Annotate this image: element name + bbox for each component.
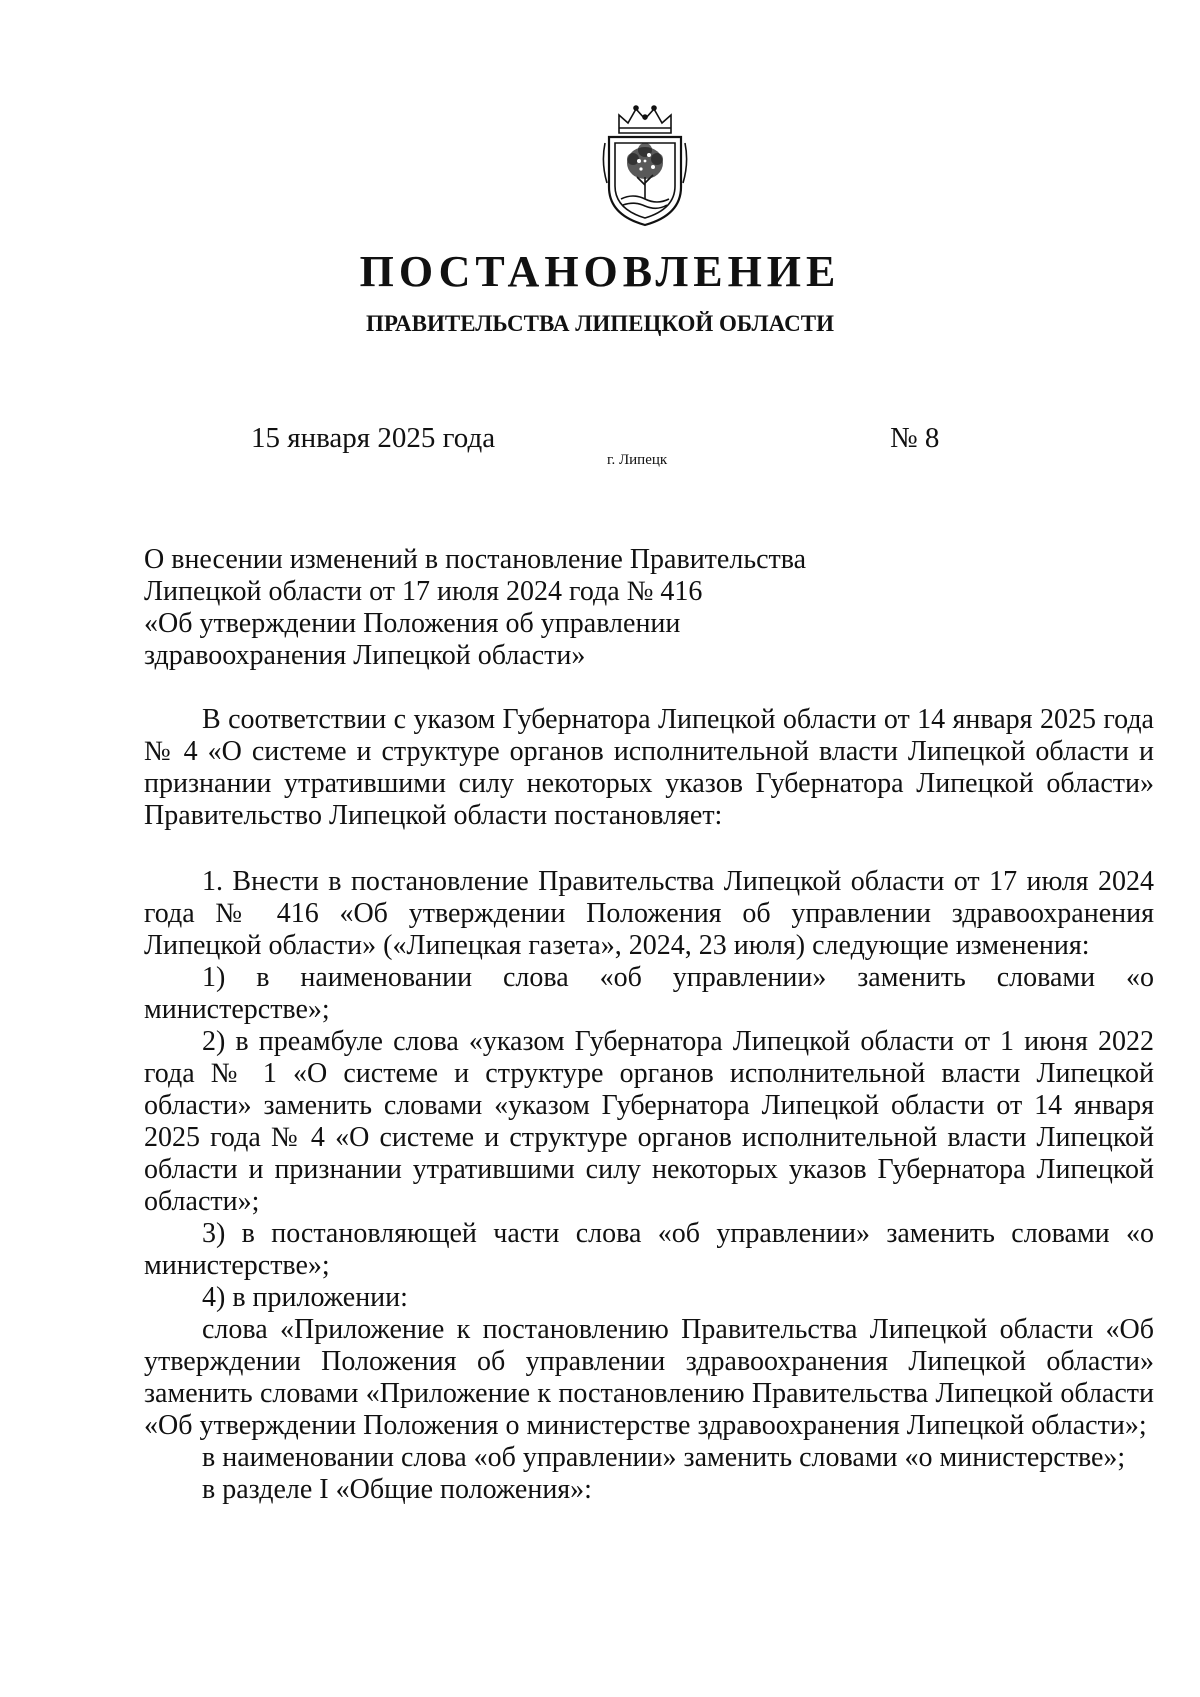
document-title: ПОСТАНОВЛЕНИЕ — [359, 247, 841, 296]
subject-line: здравоохранения Липецкой области» — [144, 640, 586, 671]
document-issuer: ПРАВИТЕЛЬСТВА ЛИПЕЦКОЙ ОБЛАСТИ — [366, 311, 834, 336]
subitem-1-paragraph: 1) в наименовании слова «об управлении» заменить словами «о министерстве»; — [144, 962, 1154, 1025]
subitem-3-paragraph: 3) в постановляющей части слова «об управлении» заменить словами «о министерстве»; — [144, 1218, 1154, 1281]
document-body — [144, 704, 1154, 1506]
coat-of-arms-emblem — [601, 103, 689, 229]
subitem-4a-paragraph: слова «Приложение к постановлению Правительства Липецкой области «Об утверждении Положения об управлении здравоохранения Липецкой области» заменить словами «Приложение к постановлению Правительства Липецкой области «Об утверждении Положения о министерстве здравоохранения Липецкой области»; — [144, 1314, 1154, 1441]
item-1-paragraph: 1. Внести в постановление Правительства Липецкой области от 17 июля 2024 года № 416 «Об утверждении Положения об управлении здравоохранения Липецкой области» («Липецкая газета», 2024, 23 июля) следующие изменения: — [144, 866, 1154, 961]
document-date: 15 января 2025 года — [251, 422, 496, 454]
subitem-4b-paragraph: в наименовании слова «об управлении» заменить словами «о министерстве»; — [202, 1442, 1126, 1473]
document-number: № 8 — [890, 422, 940, 454]
subject-line: Липецкой области от 17 июля 2024 года № 416 — [144, 576, 703, 607]
subject-line: «Об утверждении Положения об управлении — [144, 608, 681, 639]
subitem-4c-paragraph: в разделе I «Общие положения»: — [202, 1474, 592, 1505]
subject-line: О внесении изменений в постановление Правительства — [144, 544, 807, 575]
subitem-4-paragraph: 4) в приложении: — [202, 1282, 408, 1313]
document-subject — [144, 544, 944, 672]
preamble-paragraph: В соответствии с указом Губернатора Липецкой области от 14 января 2025 года № 4 «О системе и структуре органов исполнительной власти Липецкой области и признании утратившими силу некоторых указов Губернатора Липецкой области» Правительство Липецкой области постановляет: — [144, 704, 1154, 831]
document-city: г. Липецк — [607, 452, 668, 468]
subitem-2-paragraph: 2) в преамбуле слова «указом Губернатора Липецкой области от 1 июня 2022 года № 1 «О системе и структуре органов исполнительной власти Липецкой области» заменить словами «указом Губернатора Липецкой области от 14 января 2025 года № 4 «О системе и структуре органов исполнительной власти Липецкой области и признании утратившими силу некоторых указов Губернатора Липецкой области»; — [144, 1026, 1154, 1217]
